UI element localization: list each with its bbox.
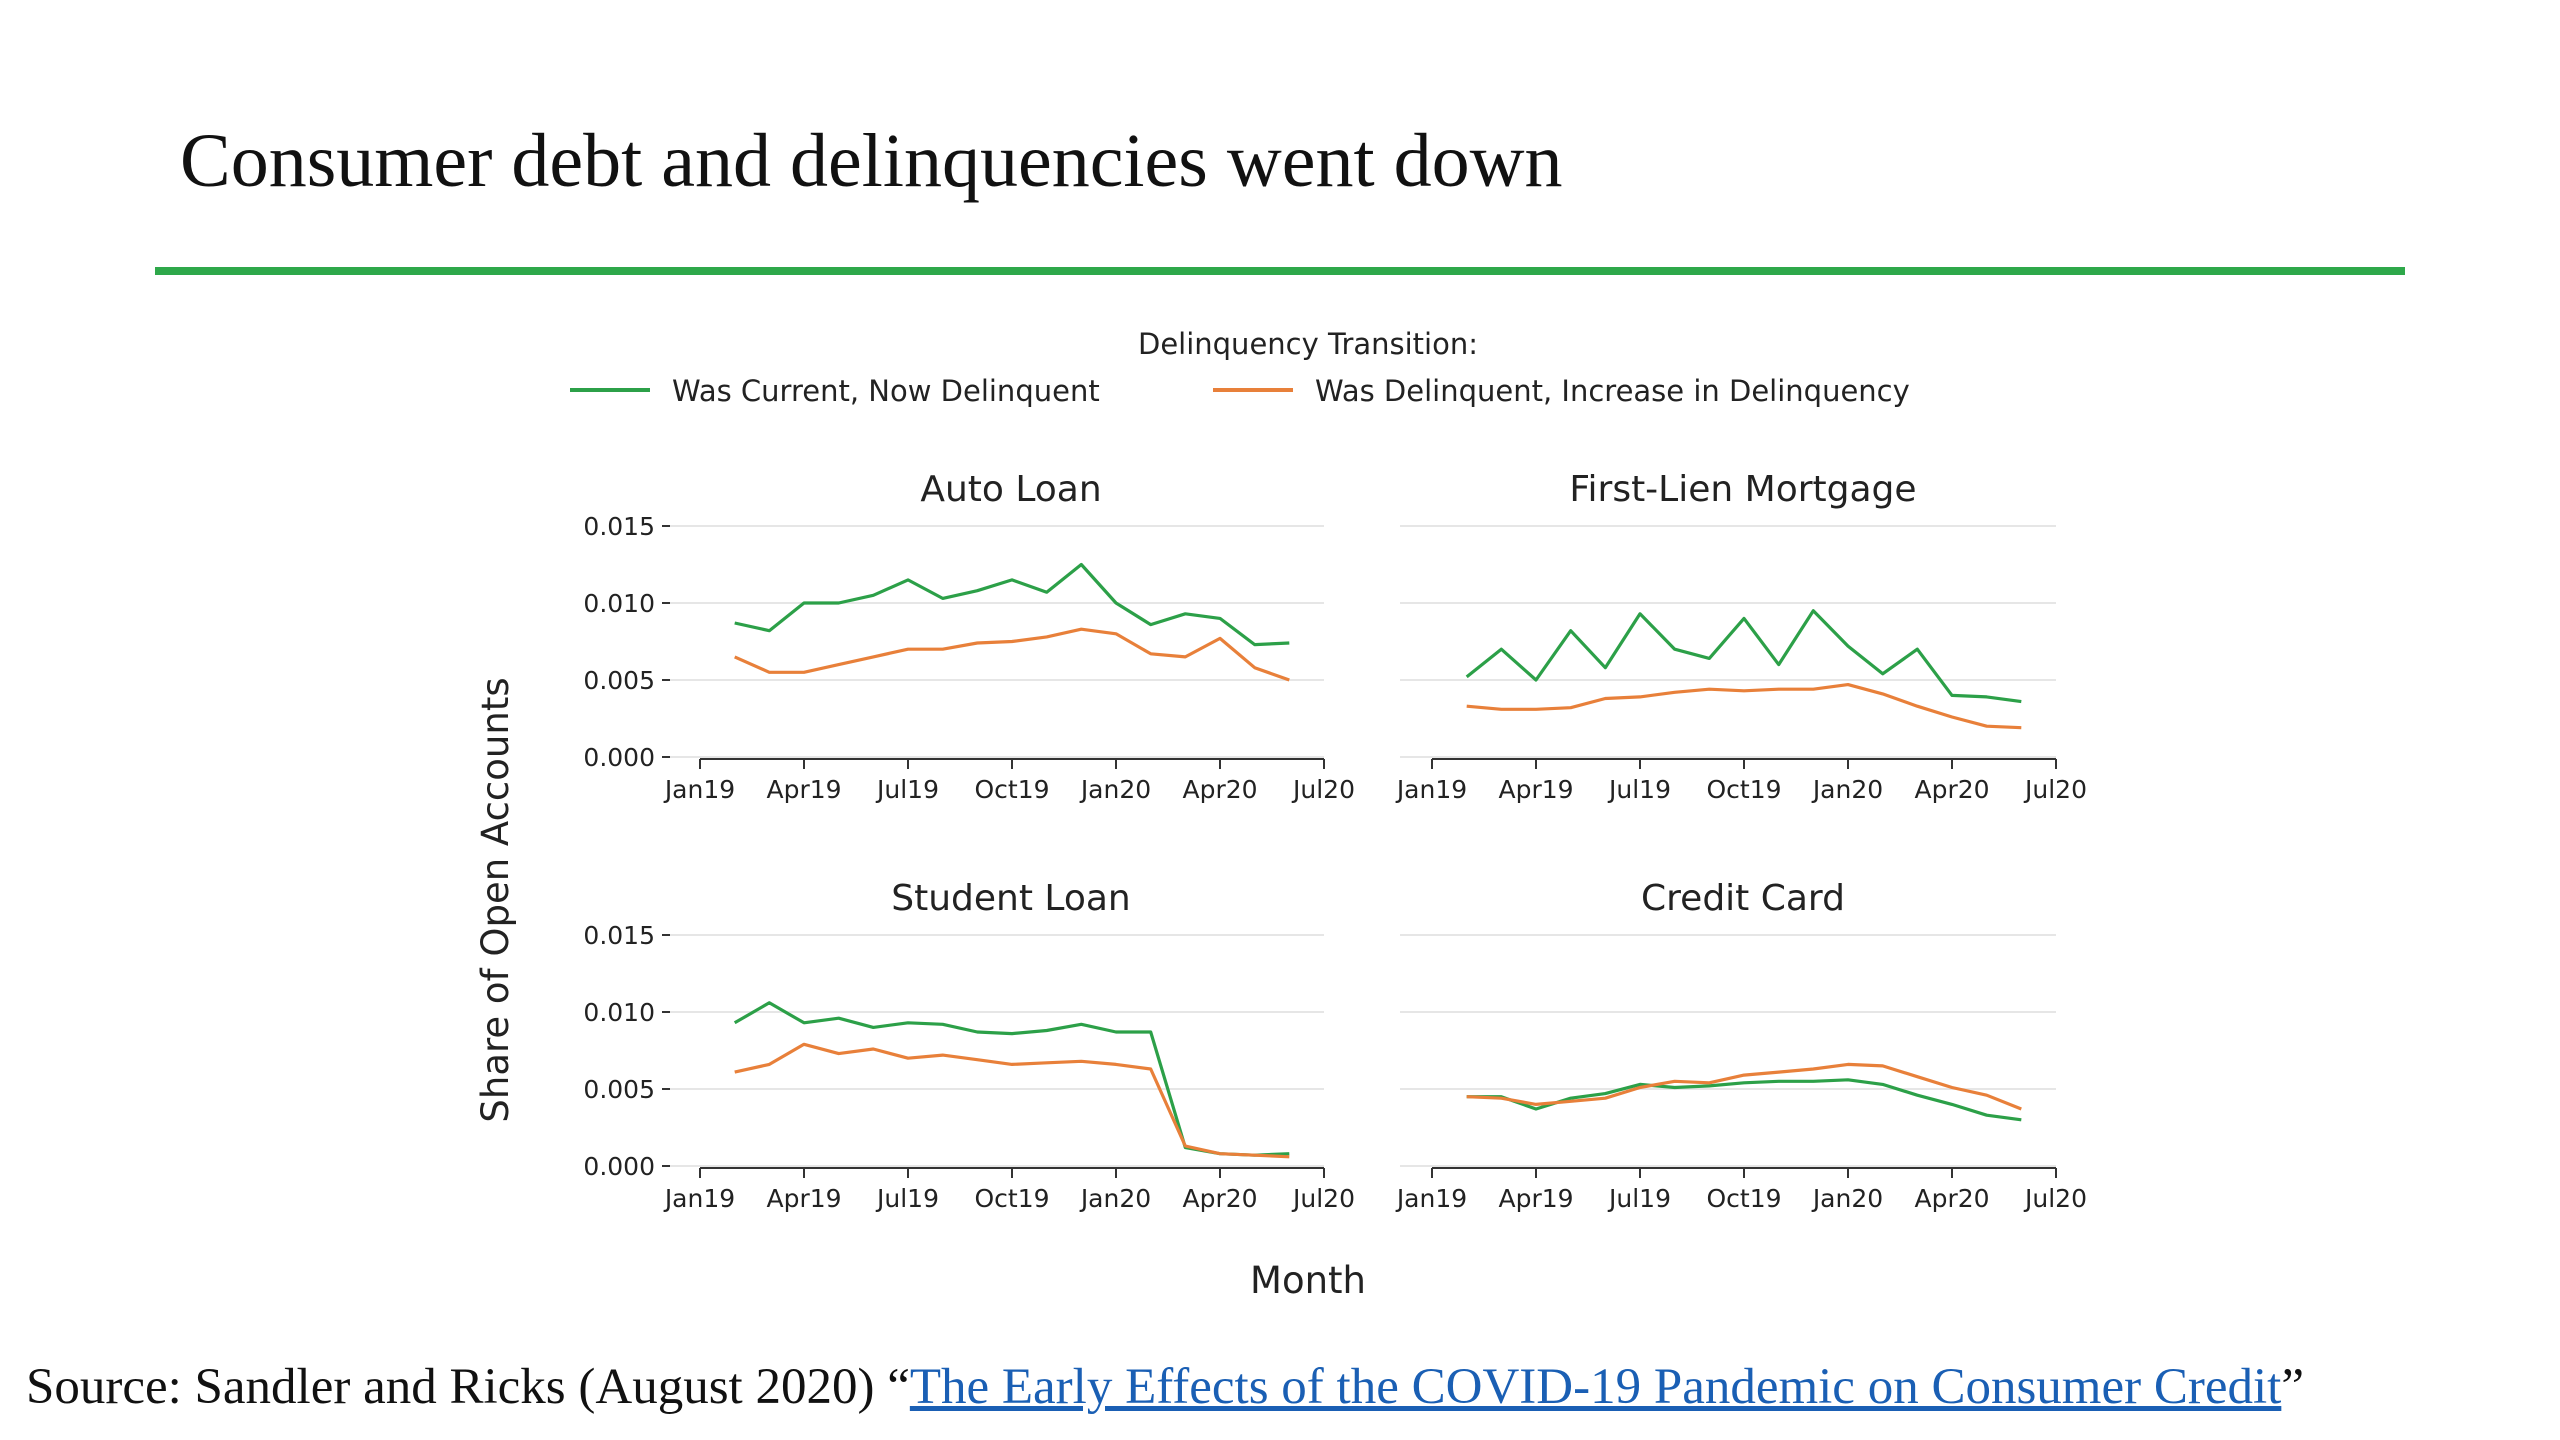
x-tick-label: Apr20 <box>1182 1184 1258 1213</box>
source-citation <box>26 1358 2304 1416</box>
panel-credit-card <box>1395 878 2087 1213</box>
x-tick-label: Jan19 <box>664 775 736 804</box>
x-tick-label: Jan19 <box>1396 775 1468 804</box>
panel-title: Auto Loan <box>920 469 1102 510</box>
x-tick-label: Jan20 <box>1080 775 1152 804</box>
series-line-current <box>735 565 1290 645</box>
x-tick-label: Jul20 <box>2025 1184 2087 1213</box>
series-line-current <box>735 1003 1290 1155</box>
panel-title: First-Lien Mortgage <box>1569 469 1917 510</box>
y-tick-label: 0.000 <box>583 743 655 772</box>
y-tick-label: 0.000 <box>583 1152 655 1181</box>
y-tick-label: 0.005 <box>583 1075 655 1104</box>
series-line-current <box>1467 611 2022 702</box>
x-tick-label: Jan20 <box>1080 1184 1152 1213</box>
x-tick-label: Apr20 <box>1182 775 1258 804</box>
x-axis-title: Month <box>1250 1259 1366 1302</box>
x-tick-label: Jul19 <box>1609 1184 1671 1213</box>
y-tick-label: 0.005 <box>583 666 655 695</box>
x-tick-label: Apr20 <box>1914 775 1990 804</box>
x-tick-label: Oct19 <box>974 775 1050 804</box>
x-tick-label: Jul19 <box>877 775 939 804</box>
x-tick-label: Jul20 <box>1293 1184 1355 1213</box>
x-tick-label: Apr19 <box>766 1184 842 1213</box>
legend-title: Delinquency Transition: <box>1137 327 1479 361</box>
y-tick-label: 0.015 <box>583 512 655 541</box>
legend-label-delinquent: Was Delinquent, Increase in Delinquency <box>1315 374 1910 408</box>
y-tick-label: 0.015 <box>583 921 655 950</box>
y-tick-label: 0.010 <box>583 589 655 618</box>
source-link[interactable]: The Early Effects of the COVID-19 Pandemic on Consumer Credit <box>909 1359 2282 1415</box>
slide-title: Consumer debt and delinquencies went down <box>180 119 1563 203</box>
series-line-delinquent <box>735 1044 1290 1157</box>
panel-auto-loan <box>583 469 1355 804</box>
x-tick-label: Jul19 <box>1609 775 1671 804</box>
x-tick-label: Jul19 <box>877 1184 939 1213</box>
x-tick-label: Jan20 <box>1812 775 1884 804</box>
x-tick-label: Apr19 <box>766 775 842 804</box>
series-line-current <box>1467 1080 2022 1120</box>
panel-student-loan <box>583 878 1355 1213</box>
x-tick-label: Jul20 <box>2025 775 2087 804</box>
source-suffix: ” <box>2281 1359 2304 1415</box>
panel-first-lien-mortgage <box>1395 469 2087 804</box>
source-prefix: Source: Sandler and Ricks (August 2020) “ <box>26 1359 910 1415</box>
y-axis-title: Share of Open Accounts <box>474 677 517 1123</box>
series-line-delinquent <box>735 629 1290 680</box>
panel-title: Credit Card <box>1641 878 1845 919</box>
x-tick-label: Apr19 <box>1498 1184 1574 1213</box>
x-tick-label: Apr19 <box>1498 775 1574 804</box>
x-tick-label: Oct19 <box>974 1184 1050 1213</box>
y-tick-label: 0.010 <box>583 998 655 1027</box>
x-tick-label: Jan19 <box>664 1184 736 1213</box>
x-tick-label: Oct19 <box>1706 1184 1782 1213</box>
x-tick-label: Apr20 <box>1914 1184 1990 1213</box>
x-tick-label: Oct19 <box>1706 775 1782 804</box>
x-tick-label: Jul20 <box>1293 775 1355 804</box>
x-tick-label: Jan20 <box>1812 1184 1884 1213</box>
x-tick-label: Jan19 <box>1396 1184 1468 1213</box>
panel-title: Student Loan <box>891 878 1131 919</box>
legend-label-current: Was Current, Now Delinquent <box>672 374 1100 408</box>
series-line-delinquent <box>1467 685 2022 728</box>
